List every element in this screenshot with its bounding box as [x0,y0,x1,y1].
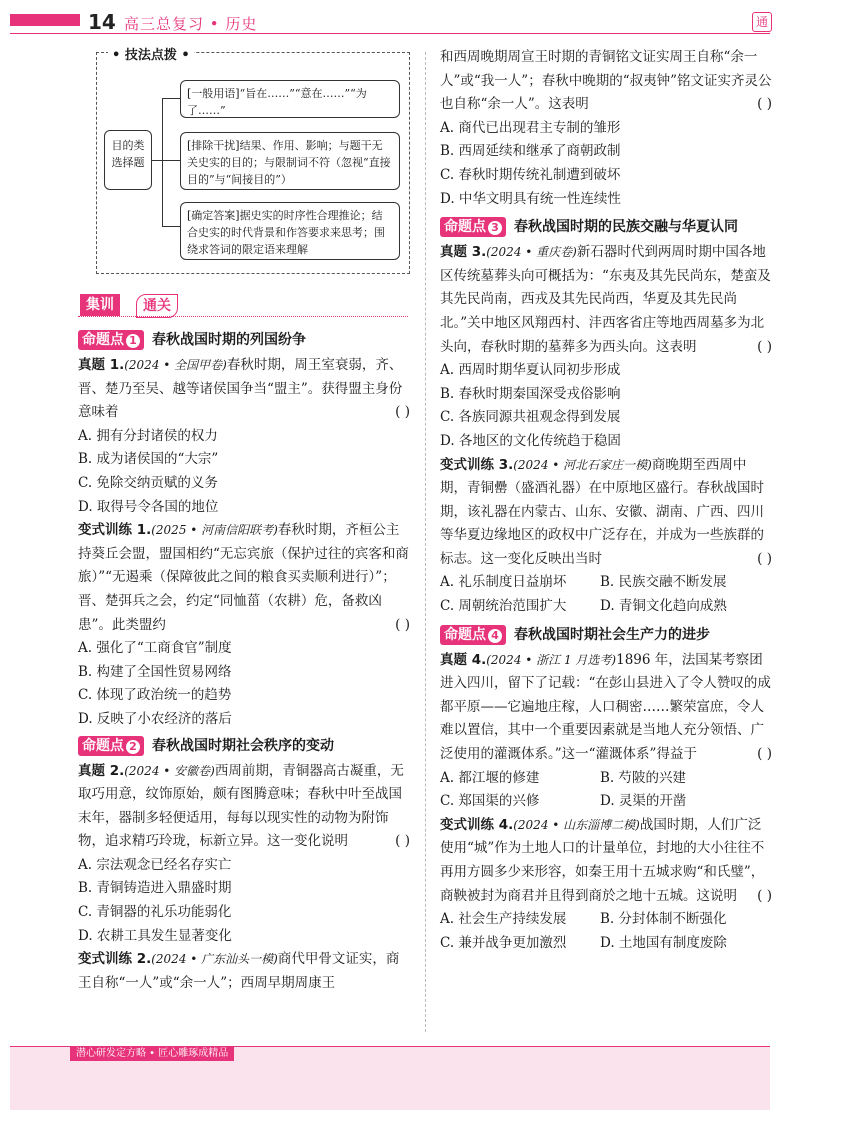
question-text: 变式训练 1.(2025 • 河南信阳联考)春秋时期，齐桓公主持葵丘会盟，盟国相约“无忘宾旅（保护过往的宾客和商旅）”“无遏乘（保障彼此之间的粮食买卖顺利进行）”；晋、楚弭兵之会，约定“同恤菑（农耕）危，备救凶患”。此类盟约 ( ) [78,522,410,633]
option: B. 春秋时期秦国深受戎俗影响 [440,385,621,402]
option: D. 灵渠的开凿 [600,793,687,810]
tips-box-confirm: [确定答案]据史实的时序性合理推论；结合史实的时代背景和作答要求来思考；围绕求答词的限定语来理解 [180,202,400,260]
book-title: 高三总复习 • 历史 [124,15,258,33]
option: A. 商代已出现君主专制的雏形 [440,119,621,136]
option: A. 礼乐制度日益崩坏 [440,574,567,591]
tips-center: 目的类选择题 [104,130,152,190]
option: B. 成为诸侯国的“大宗” [78,451,219,468]
question-text: 真题 2.(2024 • 安徽卷)西周前期，青铜器高古凝重，无取巧用意，纹饰原始，颇有图腾意味；春秋中叶至战国末年，器制多轻便适用，每每以现实性的动物为附饰物，追求精巧玲珑，标新立异。这一变化说明 ( ) [78,762,410,850]
connector [162,98,163,226]
option: D. 各地区的文化传统趋于稳固 [440,432,621,449]
question-text: 和西周晚期周宣王时期的青铜铭文证实周王自称“余一人”或“我一人”；春秋中晚期的“叔夷钟”铭文证实齐灵公也自称“余一人”。这表明 ( ) [440,49,772,113]
option: D. 中华文明具有统一性连续性 [440,190,621,207]
option: D. 青铜文化趋向成熟 [600,598,727,615]
section-tag: 集训 [80,294,120,316]
option: A. 都江堰的修建 [440,769,540,786]
point-header-2: 命题点 2 春秋战国时期社会秩序的变动 [78,736,410,756]
footer-slogan: 潜心研发定方略 • 匠心雕琢成精品 [70,1047,234,1061]
option: C. 免除交纳贡赋的义务 [78,474,218,491]
question-text: 真题 3.(2024 • 重庆卷)新石器时代到两周时期中国各地区传统墓葬头向可概括为：“东夷及其先民尚东，楚蛮及其先民尚南，西戎及其先民尚西，华夏及其先民尚北。”关中地区风翔西村、沣西客省庄等地西周墓多为北头向，春秋时期的墓葬多为西头向。这表明 ( ) [440,244,772,355]
option: D. 土地国有制度废除 [600,934,727,951]
question-text: 真题 1.(2024 • 全国甲卷)春秋时期，周王室衰弱，齐、晋、楚乃至吴、越等诸侯国争当“盟主”。获得盟主身份意味着 ( ) [78,357,410,421]
section-tag-b: 通关 [136,294,178,318]
right-column [440,46,772,955]
option: C. 春秋时期传统礼制遭到破坏 [440,166,621,183]
option: A. 社会生产持续发展 [440,911,567,928]
tips-title: • 技法点拨 • [108,44,194,63]
option: C. 兼并战争更加激烈 [440,934,567,951]
question-text: 变式训练 3.(2024 • 河北石家庄一模)商晚期至西周中期，青铜罍（盛酒礼器）在中原地区盛行。春秋战国时期，该礼器在内蒙古、山东、安徽、湖南、广西、四川等华夏边缘地区的政权中广泛存在，并成为一些族群的标志。这一变化反映出当时 ( ) [440,456,772,567]
option: C. 郑国渠的兴修 [440,793,540,810]
question-text: 变式训练 2.(2024 • 广东汕头一模)商代甲骨文证实，商王自称“一人”或“余一人”；西周早期周康王 [78,951,400,991]
option: C. 青铜器的礼乐功能弱化 [78,904,232,921]
option: B. 民族交融不断发展 [600,574,727,591]
option: D. 反映了小农经济的落后 [78,710,232,727]
connector [162,160,180,161]
point-header-1: 命题点 1 春秋战国时期的列国纷争 [78,330,410,350]
option: D. 取得号令各国的地位 [78,498,219,515]
option: D. 农耕工具发生显著变化 [78,927,232,944]
page-number: 14 [88,10,116,34]
option: A. 拥有分封诸侯的权力 [78,427,218,444]
corner-mark: 通 [752,12,772,32]
connector [152,160,162,161]
option: B. 青铜铸造进入鼎盛时期 [78,880,232,897]
tips-box-exclude: [排除干扰]结果、作用、影响；与题干无关史实的目的；与限制词不符（忽视“直接目的”与“间接目的”） [180,132,400,190]
option: A. 宗法观念已经名存实亡 [78,856,232,873]
connector [162,226,180,227]
option: B. 构建了全国性贸易网络 [78,663,232,680]
option: C. 体现了政治统一的趋势 [78,687,232,704]
option: A. 强化了“工商食官”制度 [78,640,232,657]
option: C. 周朝统治范围扩大 [440,598,567,615]
point-header-3: 命题点 3 春秋战国时期的民族交融与华夏认同 [440,217,772,237]
column-divider [425,52,427,1032]
question-text: 变式训练 4.(2024 • 山东淄博二模)战国时期，人们广泛使用“城”作为土地人口的计量单位，封地的大小往往不再用方圆多少来形容，如秦王用十五城求购“和氏璧”，商鞅被封为商君并且得到商於之地十五城。这说明 ( ) [440,816,772,904]
question-text: 真题 4.(2024 • 浙江 1 月选考)1896 年，法国某考察团进入四川，留下了记载：“在彭山县进入了令人赞叹的成都平原——它遍地庄稼，人口稠密……繁荣富庶，令人难以置信，其中一个重要因素就是当地人充分领悟、广泛使用的灌溉体系。”这一“灌溉体系”得益于 ( ) [440,651,772,763]
connector [162,98,180,99]
header-bar [10,14,80,26]
left-column [78,330,410,995]
section-banner-rule [78,294,408,317]
point-header-4: 命题点 4 春秋战国时期社会生产力的进步 [440,625,772,645]
option: B. 芍陂的兴建 [600,769,687,786]
option: A. 西周时期华夏认同初步形成 [440,362,621,379]
option: B. 西周延续和继承了商朝政制 [440,143,621,160]
option: B. 分封体制不断强化 [600,911,727,928]
tips-box-general: [一般用语]“旨在……”“意在……”“为了……” [180,80,400,118]
option: C. 各族同源共祖观念得到发展 [440,409,621,426]
